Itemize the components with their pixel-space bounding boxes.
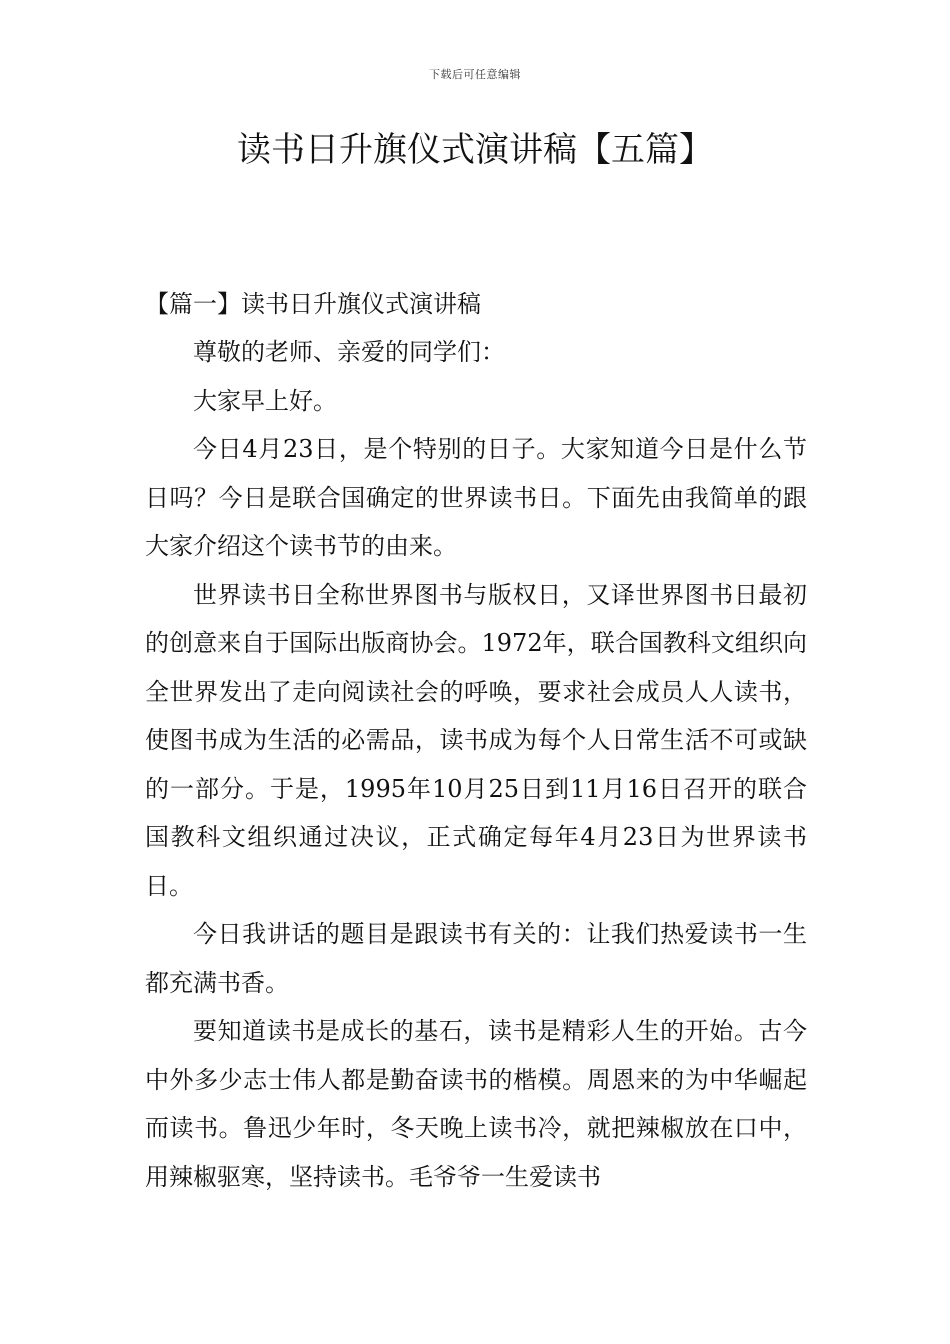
header-note: 下载后可任意编辑 <box>429 68 521 81</box>
salutation-paragraph: 尊敬的老师、亲爱的同学们： <box>193 338 505 366</box>
body-paragraph: 今日我讲话的题目是跟读书有关的：让我们热爱读书一生都充满书香。 <box>145 920 807 997</box>
greeting-paragraph: 大家早上好。 <box>193 386 337 415</box>
body-paragraph: 今日4月23日，是个特别的日子。大家知道今日是什么节日吗？今日是联合国确定的世界读书日。下面先由我简单的跟大家介绍这个读书节的由来。 <box>145 435 807 560</box>
document-body <box>145 280 807 1201</box>
section-heading: 【篇一】读书日升旗仪式演讲稿 <box>145 290 481 318</box>
document-title: 读书日升旗仪式演讲稿【五篇】 <box>237 130 713 170</box>
body-paragraph: 要知道读书是成长的基石，读书是精彩人生的开始。古今中外多少志士伟人都是勤奋读书的楷模。周恩来的为中华崛起而读书。鲁迅少年时，冬天晚上读书冷，就把辣椒放在口中，用辣椒驱寒，坚持读书。毛爷爷一生爱读书 <box>145 1017 807 1191</box>
body-paragraph: 世界读书日全称世界图书与版权日，又译世界图书日最初的创意来自于国际出版商协会。1972年，联合国教科文组织向全世界发出了走向阅读社会的呼唤，要求社会成员人人读书，使图书成为生活的必需品，读书成为每个人日常生活不可或缺的一部分。于是，1995年10月25日到11月16日召开的联合国教科文组织通过决议，正式确定每年4月23日为世界读书日。 <box>145 580 807 900</box>
